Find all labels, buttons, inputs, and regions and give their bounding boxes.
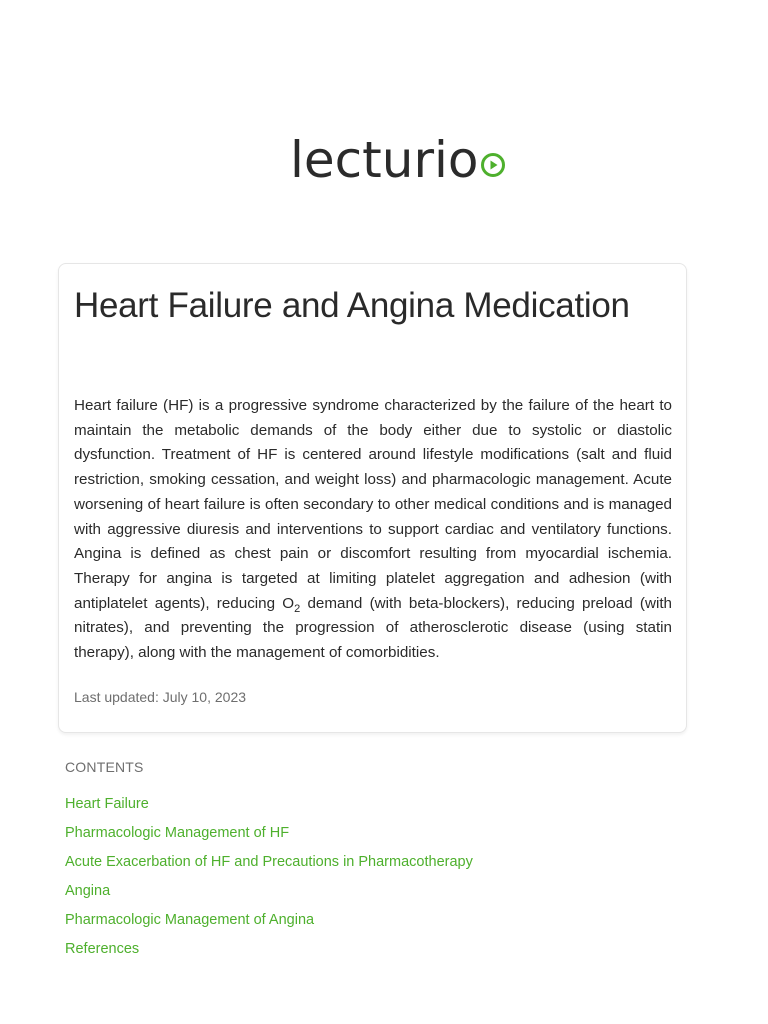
contents-heading: CONTENTS — [65, 759, 144, 775]
toc-item — [65, 940, 473, 969]
play-circle-icon — [480, 152, 506, 178]
abstract-text-part1: Heart failure (HF) is a progressive syndrome characterized by the failure of the heart to maintain the metabolic demands of the body either due to systolic or diastolic dysfunction. Treatment of HF is centered around lifestyle modifications (salt and fluid restriction, smoking cessation, and weight loss) and pharmacologic management. Acute worsening of heart failure is often secondary to other medical conditions and is managed with aggressive diuresis and interventions to support cardiac and ventilatory functions. Angina is defined as chest pain or discomfort resulting from myocardial ischemia. Therapy for angina is targeted at limiting platelet aggregation and adhesion (with antiplatelet agents), reducing O — [74, 397, 672, 612]
logo-wordmark: lecturio — [290, 131, 479, 189]
toc-link-references[interactable]: References — [65, 941, 140, 957]
toc-link-acute-exacerbation[interactable]: Acute Exacerbation of HF and Precautions in Pharmacotherapy — [65, 854, 473, 870]
abstract-subscript: 2 — [294, 602, 301, 615]
toc-item — [65, 824, 473, 853]
abstract-text-part2: demand (with beta-blockers), reducing preload (with nitrates), and preventing the progression of atherosclerotic disease (using statin therapy), along with the management of comorbidities. — [74, 594, 672, 662]
table-of-contents — [65, 795, 473, 969]
toc-item — [65, 795, 473, 824]
toc-item — [65, 853, 473, 882]
page-title: Heart Failure and Angina Medication — [74, 286, 630, 325]
toc-item — [65, 882, 473, 911]
article-abstract — [74, 394, 672, 666]
toc-link-heart-failure[interactable]: Heart Failure — [65, 796, 149, 812]
article-card — [58, 263, 687, 733]
toc-link-pharmacologic-management-hf[interactable]: Pharmacologic Management of HF — [65, 825, 290, 841]
toc-item — [65, 911, 473, 940]
toc-link-pharmacologic-management-angina[interactable]: Pharmacologic Management of Angina — [65, 912, 315, 928]
lecturio-logo[interactable] — [290, 132, 506, 188]
last-updated: Last updated: July 10, 2023 — [74, 689, 247, 705]
toc-link-angina[interactable]: Angina — [65, 883, 111, 899]
